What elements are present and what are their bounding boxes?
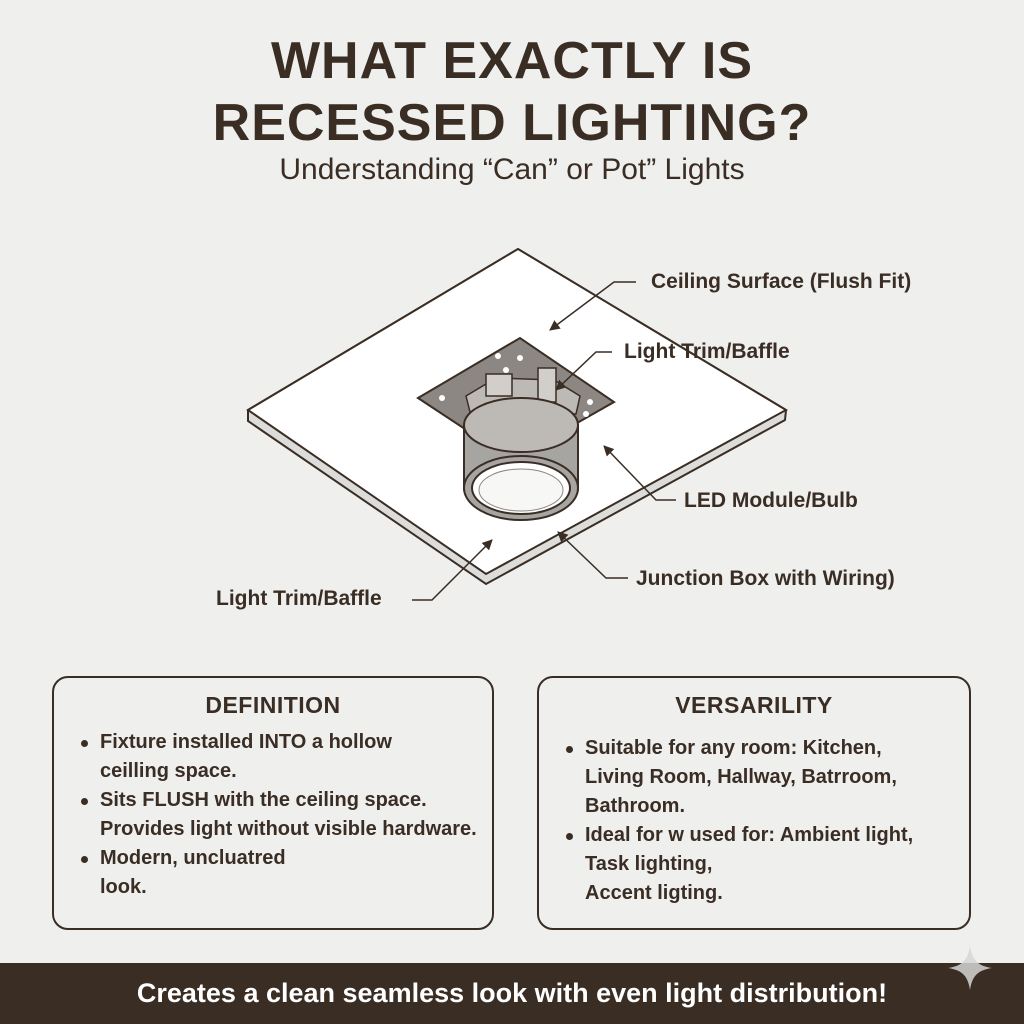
title-line-1: WHAT EXACTLY IS <box>270 32 754 90</box>
plate-screw <box>503 367 509 373</box>
definition-card <box>52 676 494 930</box>
callout-ceiling-surface: Ceiling Surface (Flush Fit) <box>651 270 912 293</box>
callout-junction-box: Junction Box with Wiring) <box>636 567 895 590</box>
callout-led-module: LED Module/Bulb <box>684 489 858 512</box>
plate-screw <box>517 355 523 361</box>
definition-item: Fixture installed INTO a hollow ceilling space. <box>78 728 482 786</box>
plate-screw <box>439 395 445 401</box>
plate-screw <box>587 399 593 405</box>
plate-screw <box>583 411 589 417</box>
subtitle: Understanding “Can” or Pot” Lights <box>279 153 745 186</box>
plate-screw <box>495 353 501 359</box>
footer-text: Creates a clean seamless look with even light distribution! <box>136 978 888 1008</box>
versatility-item: Suitable for any room: Kitchen, Living Room, Hallway, Batrroom, Bathroom. <box>563 734 959 821</box>
versatility-card <box>537 676 971 930</box>
definition-item: Modern, uncluatred look. <box>78 844 482 902</box>
title-line-2: RECESSED LIGHTING? <box>212 94 812 152</box>
versatility-list <box>563 734 959 908</box>
versatility-item: Ideal for w used for: Ambient light, Task lighting, Accent ligting. <box>563 821 959 908</box>
versatility-heading: VERSARILITY <box>675 692 833 718</box>
definition-heading: DEFINITION <box>205 692 341 718</box>
callout-light-trim-lower: Light Trim/Baffle <box>216 587 382 610</box>
bracket-clip <box>486 374 512 396</box>
footer-banner <box>0 963 1024 1024</box>
definition-item: Sits FLUSH with the ceiling space. Provides light without visible hardware. <box>78 786 482 844</box>
led-lens <box>479 469 563 511</box>
bracket-clip <box>538 368 556 402</box>
callout-light-trim-upper: Light Trim/Baffle <box>624 340 790 363</box>
sparkle-icon <box>946 944 994 992</box>
can-top <box>464 398 578 452</box>
definition-list <box>78 728 482 902</box>
